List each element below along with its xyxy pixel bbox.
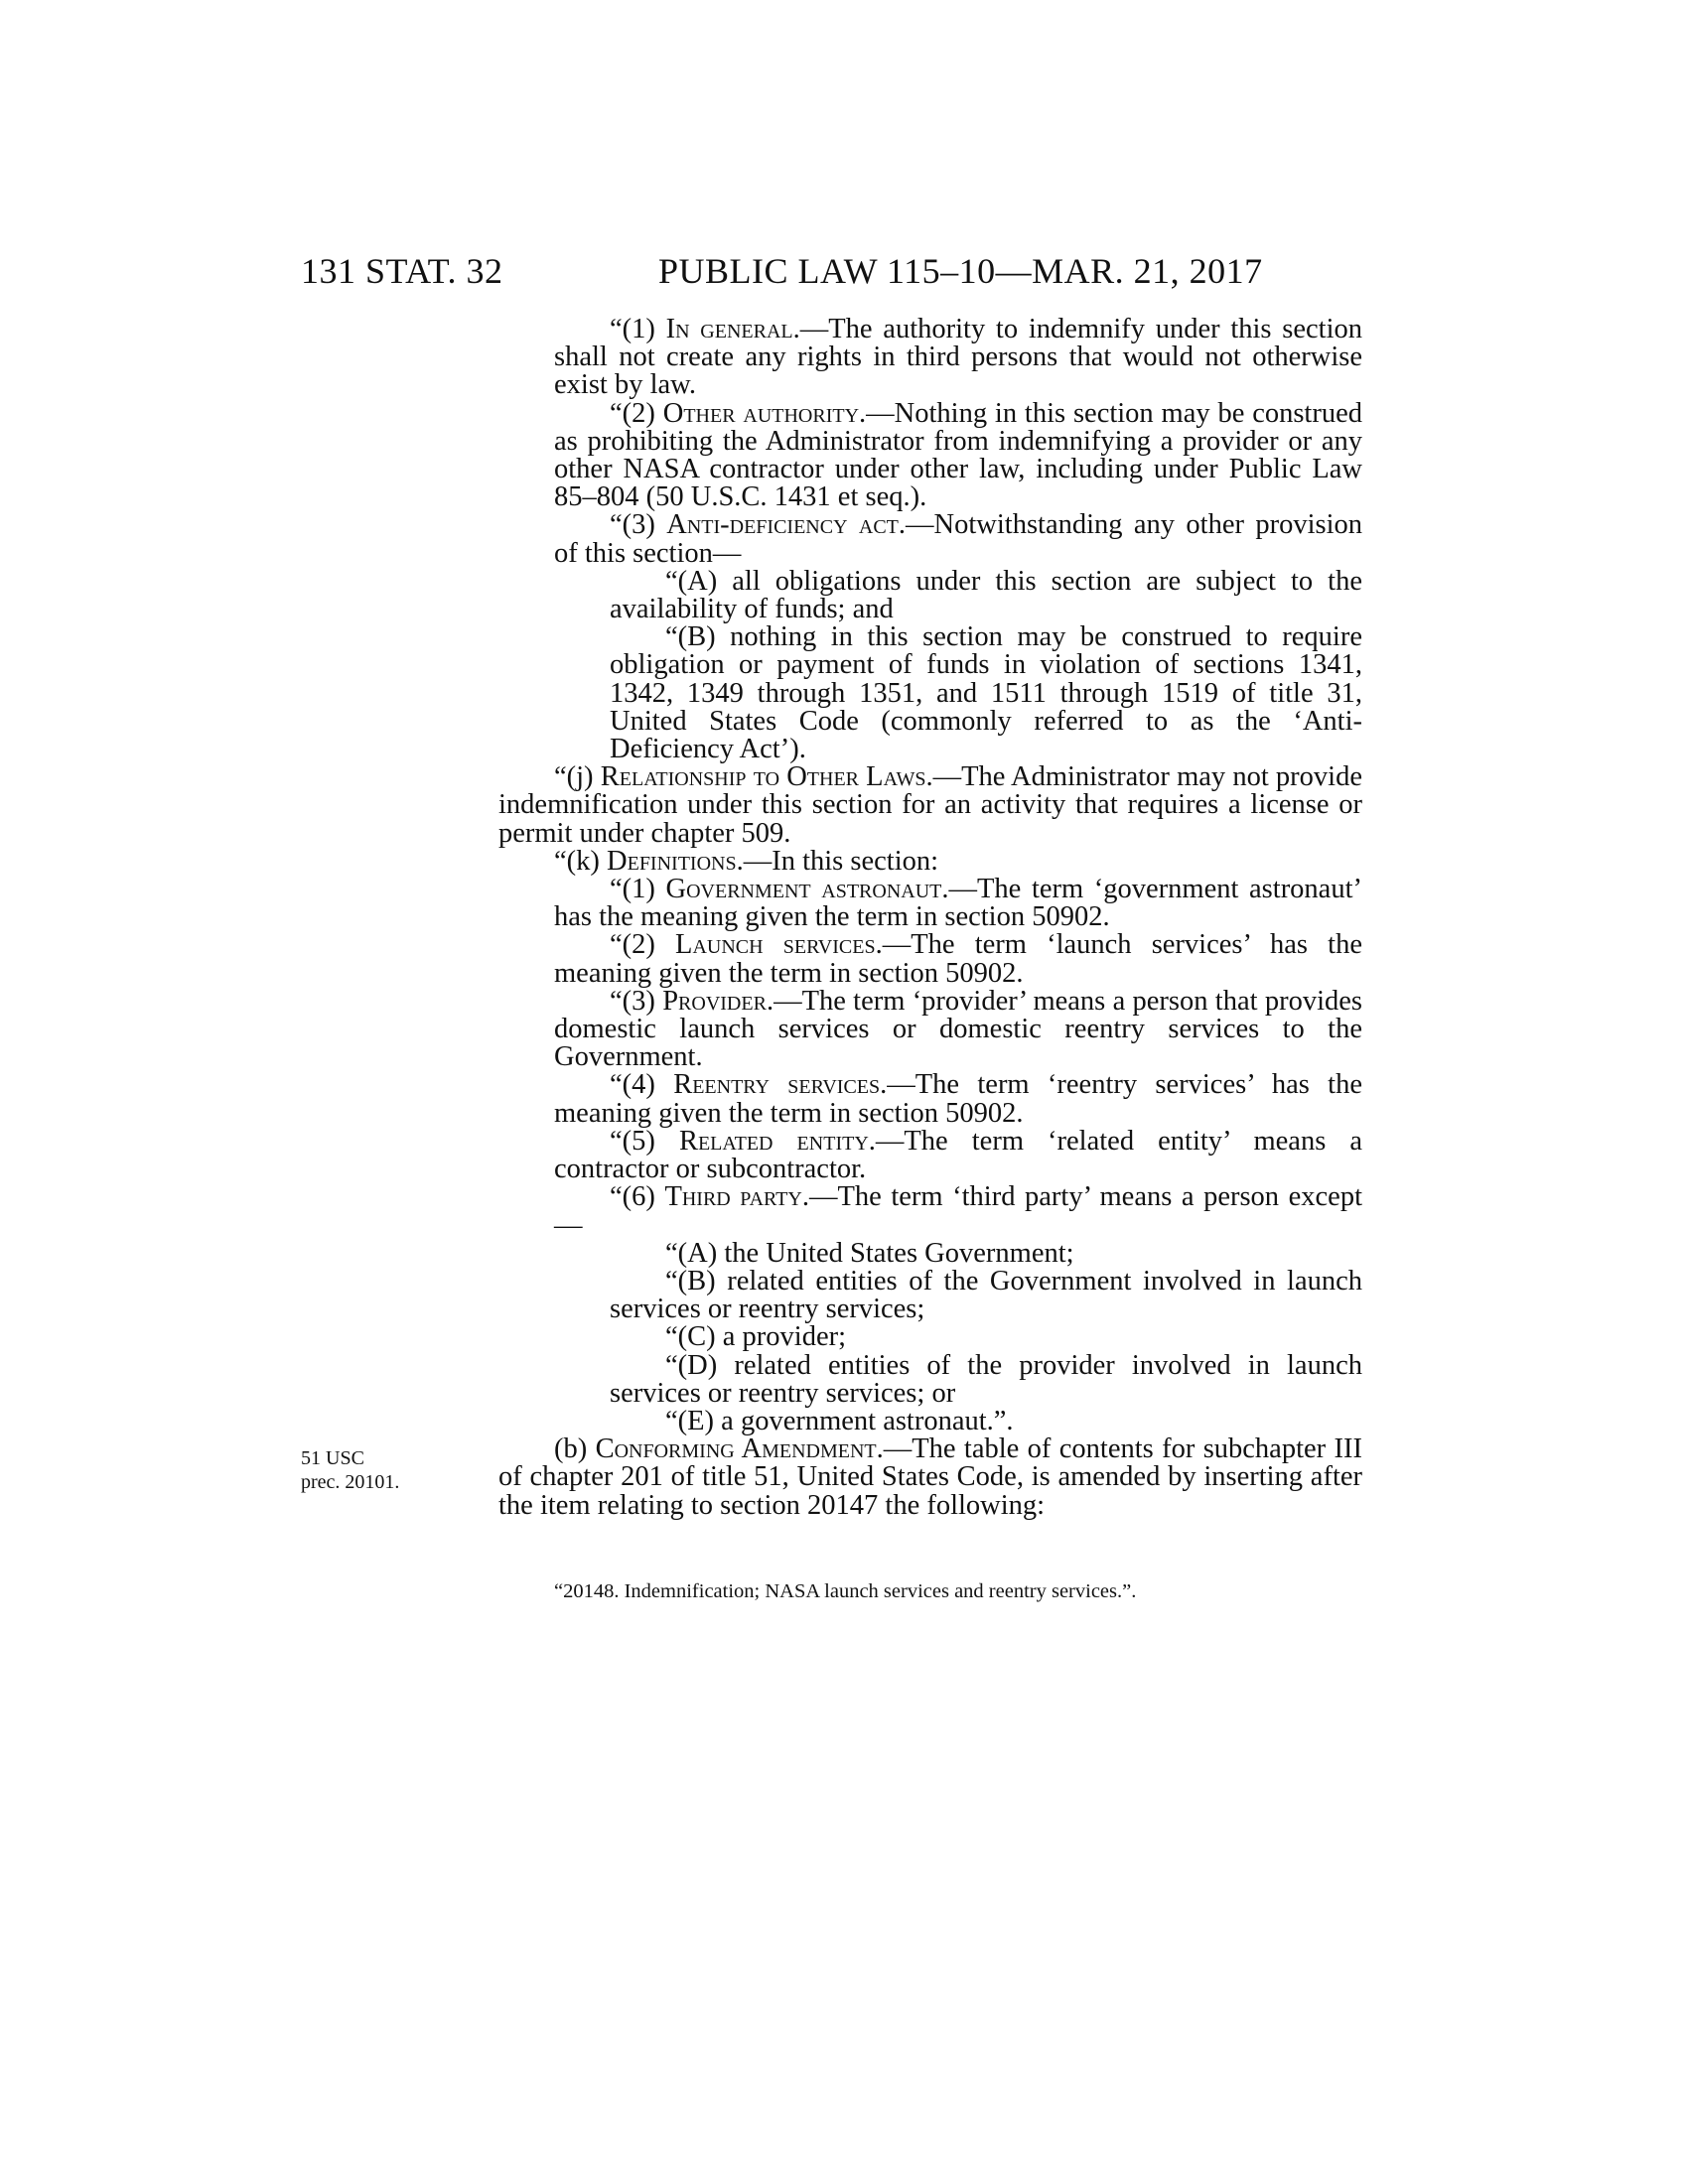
definition-government-astronaut: “(1) Government astronaut.—The term ‘government astronaut’ has the meaning given the term in section 50902. — [554, 874, 1362, 933]
conforming-amendment: (b) Conforming Amendment.—The table of contents for subchapter III of chapter 201 of title 51, United States Code, is amended by inserting after the item relating to section 20147 the following: — [498, 1433, 1362, 1521]
page-citation: 131 STAT. 32 — [301, 251, 503, 291]
third-party-b: “(B) related entities of the Government involved in launch services or reentry services; — [610, 1265, 1362, 1325]
public-law-header: PUBLIC LAW 115–10—MAR. 21, 2017 — [658, 251, 1263, 291]
law-text — [498, 316, 1362, 1520]
definition-provider: “(3) Provider.—The term ‘provider’ means a person that provides domestic launch services or domestic reentry services to the Government. — [554, 985, 1362, 1073]
margin-note-line: prec. 20101. — [301, 1471, 400, 1493]
third-party-a: “(A) the United States Government; — [665, 1237, 1074, 1269]
definition-related-entity: “(5) Related entity.—The term ‘related entity’ means a contractor or subcontractor. — [554, 1125, 1362, 1185]
paragraph-anti-deficiency: “(3) Anti-deficiency act.—Notwithstanding any other provision of this section— — [554, 509, 1362, 569]
paragraph-other-authority: “(2) Other authority.—Nothing in this section may be construed as prohibiting the Administrator from indemnifying a provider or any other NASA contractor under other law, including under Public Law 85–804 (50 U.S.C. 1431 et seq.). — [554, 397, 1362, 513]
subparagraph-a: “(A) all obligations under this section are subject to the availability of funds; and — [610, 565, 1362, 625]
paragraph-in-general: “(1) In general.—The authority to indemnify under this section shall not create any rights in third persons that would not otherwise exist by law. — [554, 314, 1362, 401]
third-party-e: “(E) a government astronaut.”. — [665, 1405, 1014, 1436]
definition-third-party: “(6) Third party.—The term ‘third party’ means a person except— — [554, 1181, 1362, 1241]
third-party-c: “(C) a provider; — [665, 1321, 847, 1353]
subsection-j: “(j) Relationship to Other Laws.—The Administrator may not provide indemnification under this section for an activity that requires a license or permit under chapter 509. — [498, 761, 1362, 849]
table-of-contents-entry: “20148. Indemnification; NASA launch services and reentry services.”. — [554, 1580, 1137, 1602]
third-party-d: “(D) related entities of the provider involved in launch services or reentry services; or — [610, 1349, 1362, 1409]
definition-reentry-services: “(4) Reentry services.—The term ‘reentry services’ has the meaning given the term in section 50902. — [554, 1069, 1362, 1129]
margin-note — [301, 1446, 399, 1494]
definition-launch-services: “(2) Launch services.—The term ‘launch services’ has the meaning given the term in section 50902. — [554, 929, 1362, 989]
subsection-k: “(k) Definitions.—In this section: — [554, 845, 939, 877]
margin-note-line: 51 USC — [301, 1447, 364, 1469]
subparagraph-b: “(B) nothing in this section may be construed to require obligation or payment of funds in violation of sections 1341, 1342, 1349 through 1351, and 1511 through 1519 of title 31, United States Code (commonly referred to as the ‘Anti-Deficiency Act’). — [610, 621, 1362, 765]
